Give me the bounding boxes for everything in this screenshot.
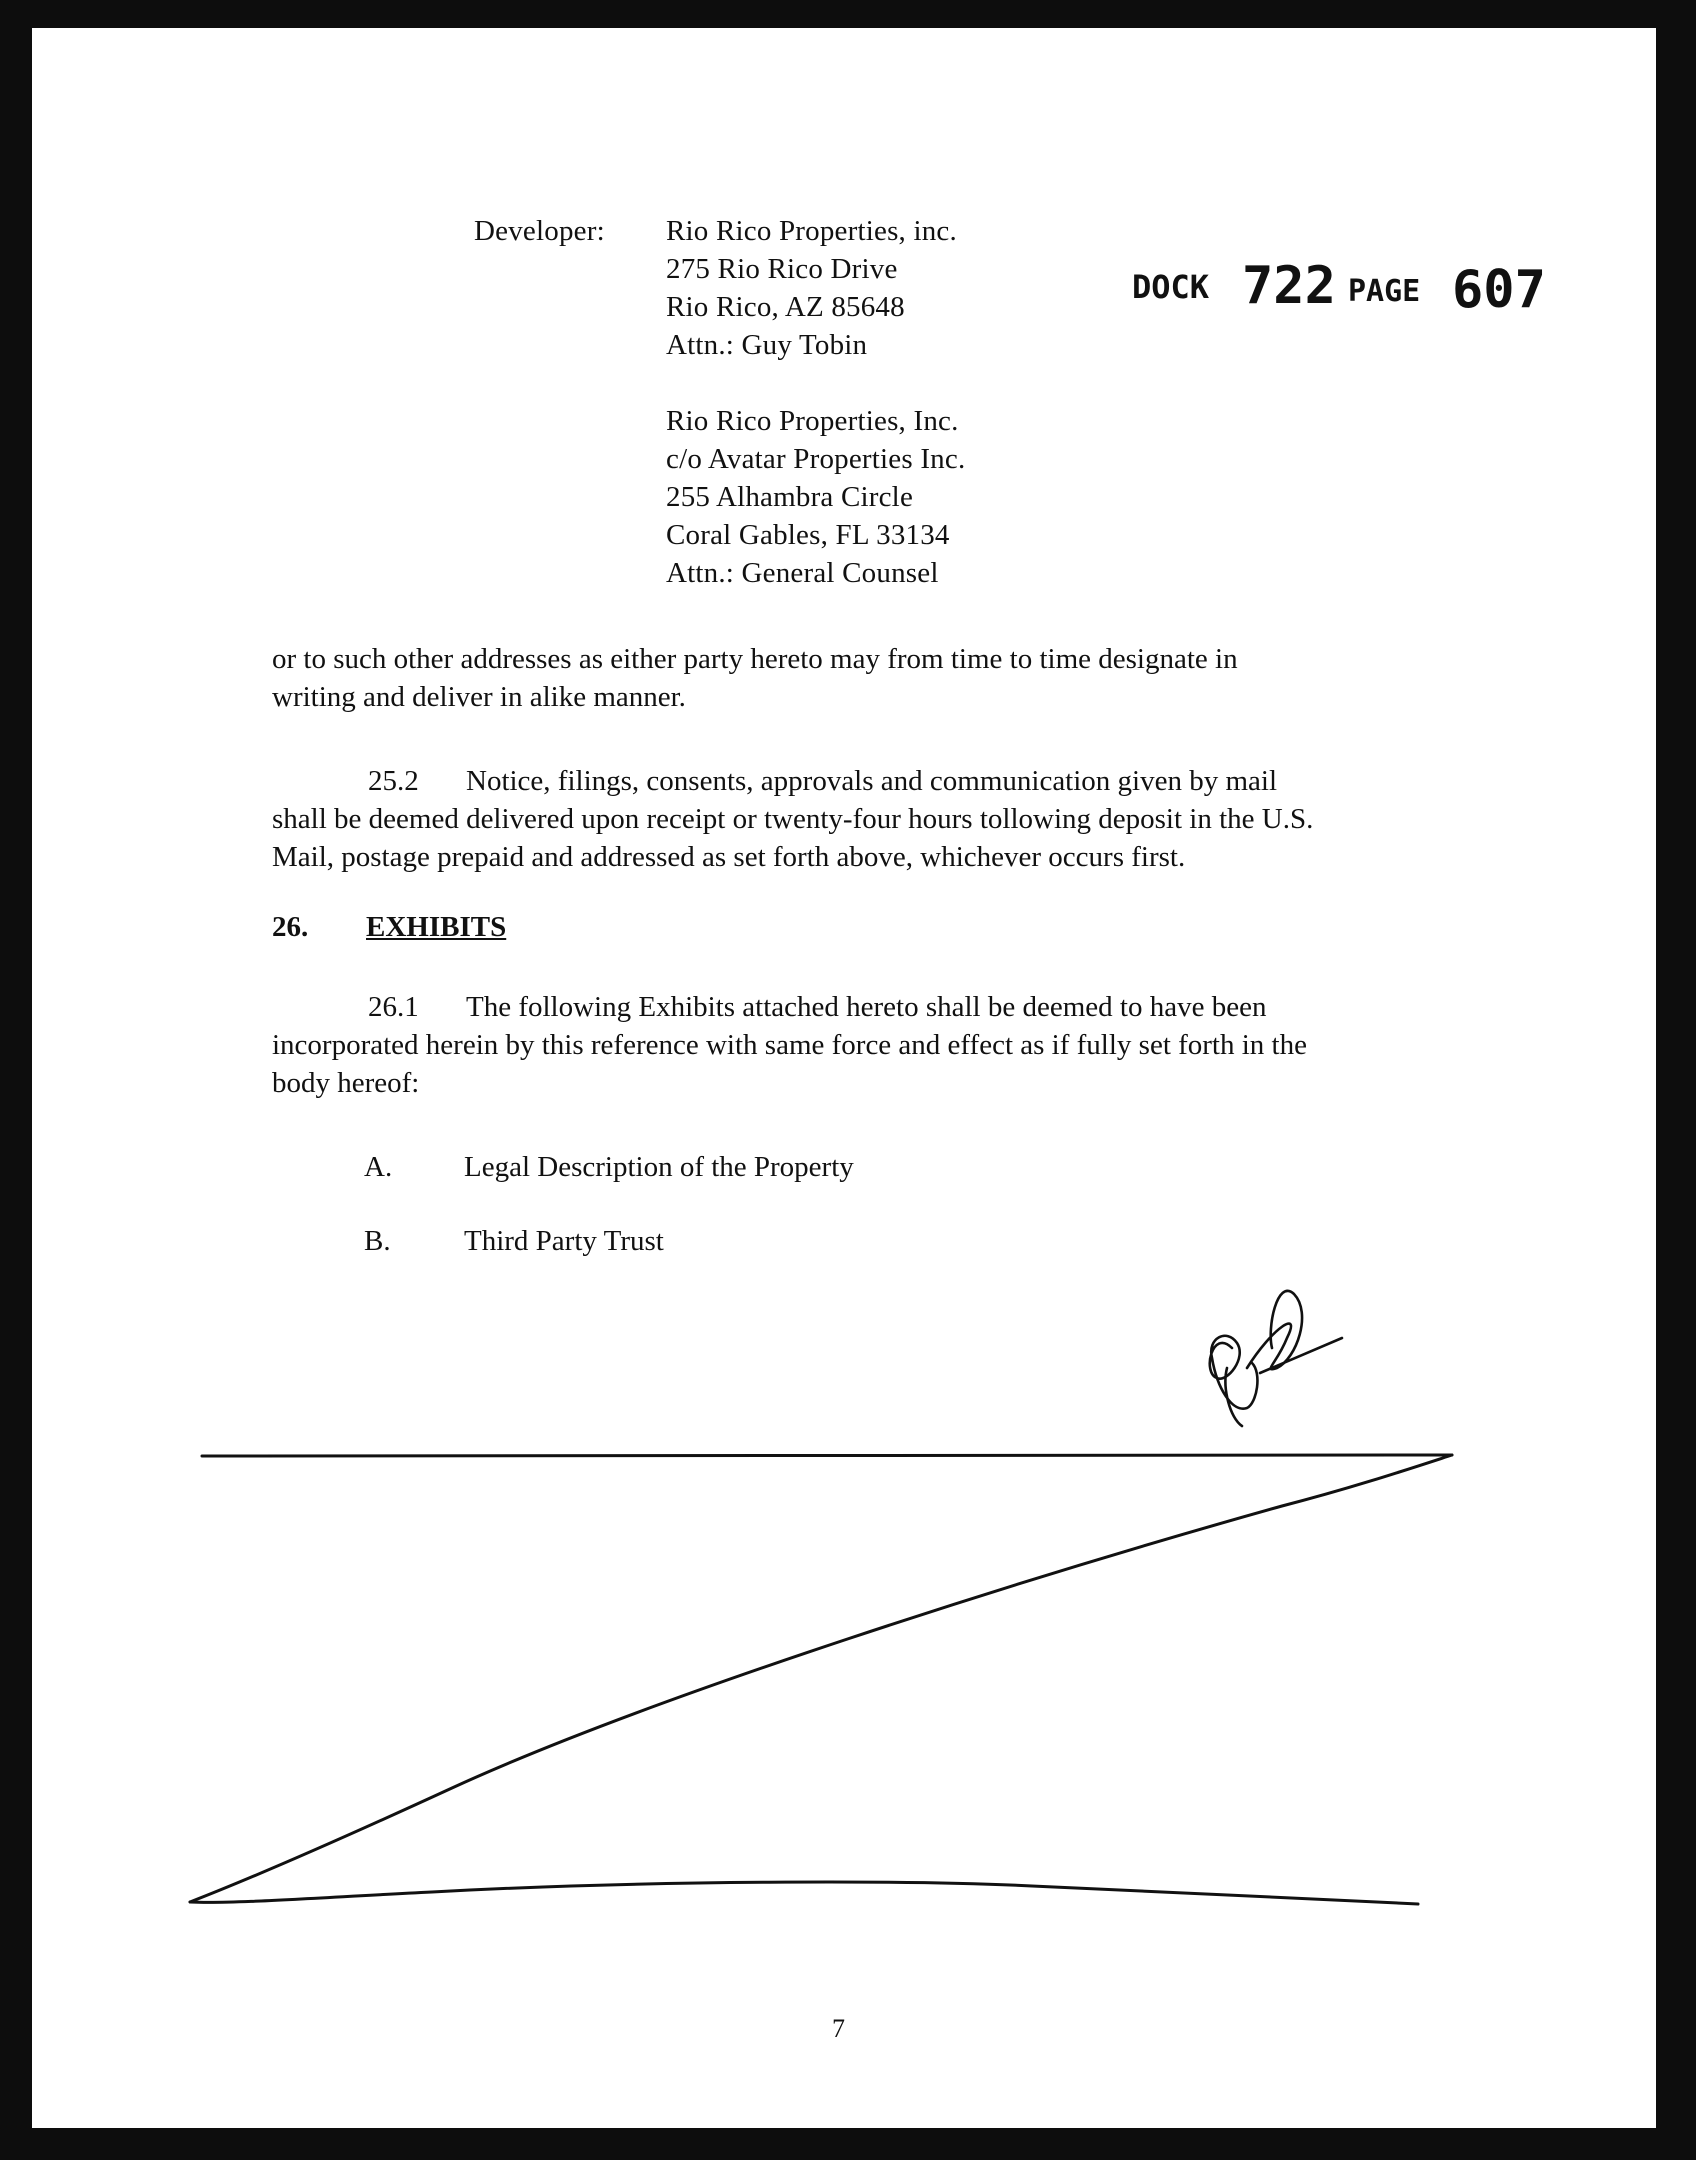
paragraph-line: shall be deemed delivered upon receipt or twenty-four hours tollowing deposit in the U.S. [272,803,1314,835]
handwritten-initials [1210,1291,1342,1426]
paragraph-line: body hereof: [272,1067,420,1099]
exhibit-letter: A. [364,1151,393,1183]
exhibit-title: Third Party Trust [464,1225,664,1257]
address-line: 255 Alhambra Circle [666,481,914,513]
address-line: Rio Rico Properties, Inc. [666,405,959,437]
paragraph-line: incorporated herein by this reference with same force and effect as if fully set forth in the [272,1029,1307,1061]
section-title: EXHIBITS [366,911,507,943]
exhibit-title: Legal Description of the Property [464,1151,854,1183]
section-number: 26.1 [368,991,419,1023]
page-markings [32,28,1656,2128]
page-number: 7 [832,2014,845,2043]
address-line: Coral Gables, FL 33134 [666,519,950,551]
stamp-page-label: PAGE [1348,274,1421,309]
paragraph-line: writing and deliver in alike manner. [272,681,686,713]
section-number: 26. [272,911,309,943]
paragraph-line: The following Exhibits attached hereto shall be deemed to have been [466,991,1267,1023]
paragraph-line: or to such other addresses as either party hereto may from time to time designate in [272,643,1238,675]
exhibit-letter: B. [364,1225,391,1257]
stamp-page-number: 607 [1452,260,1546,320]
section-number: 25.2 [368,765,419,797]
address-line: Rio Rico Properties, inc. [666,215,957,247]
address-line: 275 Rio Rico Drive [666,253,898,285]
stamp-book-number: 722 [1242,256,1336,316]
address-line: c/o Avatar Properties Inc. [666,443,966,475]
developer-label: Developer: [474,215,605,247]
address-line: Attn.: General Counsel [666,557,939,589]
address-line: Attn.: Guy Tobin [666,329,868,361]
address-line: Rio Rico, AZ 85648 [666,291,905,323]
paragraph-line: Notice, filings, consents, approvals and communication given by mail [466,765,1278,797]
document-page [32,28,1656,2128]
strike-through-z [190,1455,1452,1904]
stamp-book-label: DOCK [1132,268,1210,306]
paragraph-line: Mail, postage prepaid and addressed as set forth above, whichever occurs first. [272,841,1186,873]
